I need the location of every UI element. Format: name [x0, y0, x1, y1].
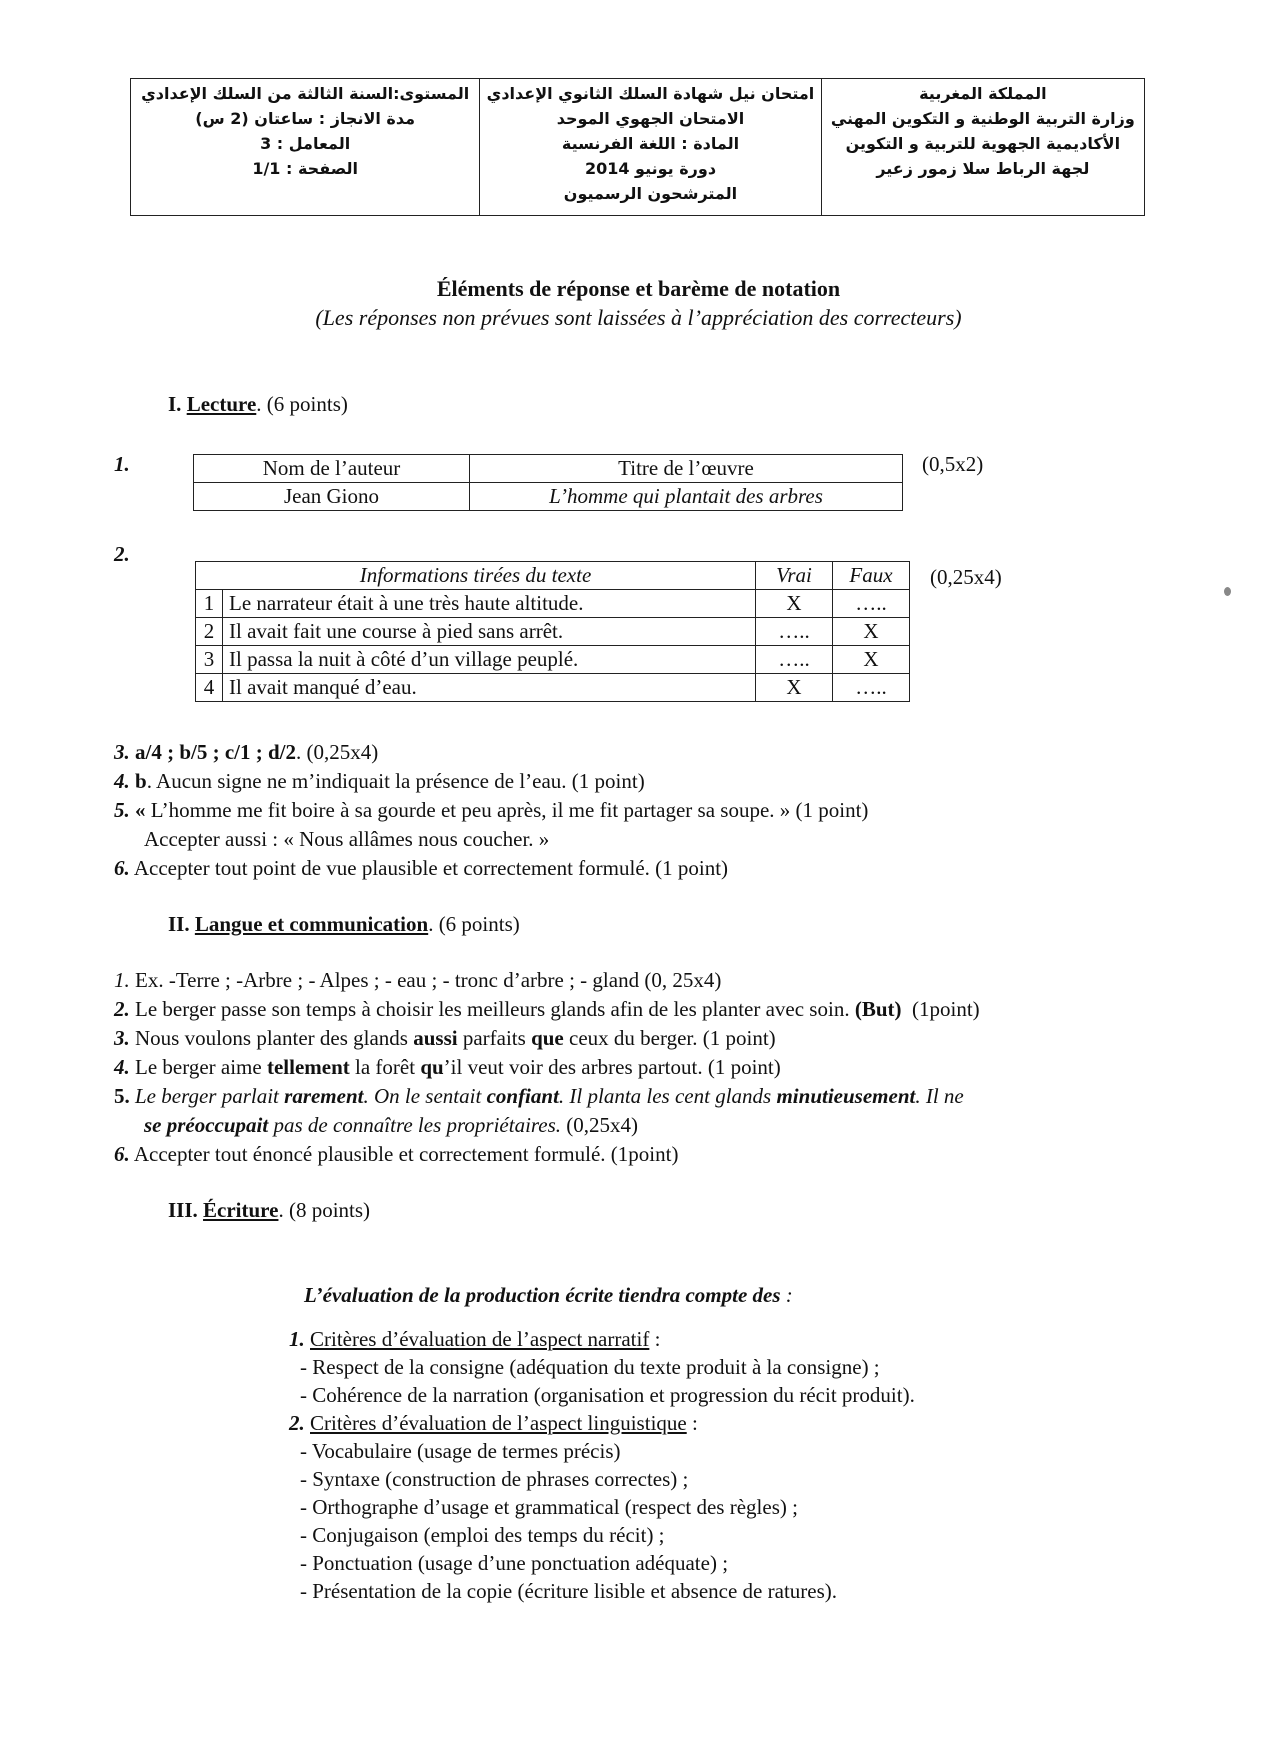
q3-rest: . (0,25x4) [296, 740, 379, 764]
s2-q5-number: 5. [114, 1084, 130, 1108]
section-1-name: Lecture [186, 392, 257, 416]
q2-true-false-table [195, 561, 910, 702]
q1-author-table [193, 454, 903, 511]
criteria-2-colon: : [686, 1411, 698, 1435]
s2-q1-text: Ex. -Terre ; -Arbre ; - Alpes ; - eau ; - tronc d’arbre ; - gland (0, 25x4) [135, 968, 722, 992]
list-item: - Vocabulaire (usage de termes précis) [300, 1439, 621, 1463]
q2-row-number: 1 [196, 590, 223, 618]
q1-value-title: L’homme qui plantait des arbres [470, 483, 903, 511]
q3-number: 3. [114, 740, 130, 764]
list-item: - Cohérence de la narration (organisation et progression du récit produit). [300, 1383, 915, 1407]
q2-row-number: 2 [196, 618, 223, 646]
q1-value-author: Jean Giono [194, 483, 470, 511]
q4-line [114, 769, 645, 794]
s2-q5-text-g: . Il ne [915, 1084, 964, 1108]
s2-q4-bold-1: tellement [266, 1055, 350, 1079]
scan-speck [1224, 587, 1231, 596]
s2-q5-text-l2b: pas de connaître les propriétaires. [268, 1113, 562, 1137]
list-item: - Conjugaison (emploi des temps du récit) ; [300, 1523, 665, 1547]
criteria-1-colon: : [649, 1327, 661, 1351]
s2-q5-text-a: Le berger parlait [135, 1084, 285, 1108]
s2-q5-bold-minutieusement: minutieusement [776, 1084, 916, 1108]
q1-score: (0,5x2) [922, 452, 984, 476]
s2-q6-text: Accepter tout énoncé plausible et correctement formulé. (1point) [133, 1142, 679, 1166]
q2-score: (0,25x4) [930, 565, 1002, 589]
criteria-1-number: 1. [289, 1327, 305, 1351]
writing-intro-text: L’évaluation de la production écrite tiendra compte des [304, 1283, 781, 1307]
s2-q5-bold-rarement: rarement [284, 1084, 364, 1108]
q2-row-vrai: X [756, 590, 833, 618]
q2-row-faux: X [833, 618, 910, 646]
s2-q5-text-c: . On le sentait [363, 1084, 487, 1108]
header-session-line: دورة يونيو 2014 [584, 159, 717, 178]
q2-row-number: 4 [196, 674, 223, 702]
header-academy-line: الأكاديمية الجهوية للتربية و التكوين [845, 134, 1121, 153]
criteria-2-title: Critères d’évaluation de l’aspect linguistique [310, 1411, 687, 1435]
header-kingdom-line: المملكة المغربية [919, 84, 1047, 103]
s2-q3-part-c: parfaits [457, 1026, 532, 1050]
header-coefficient-line: المعامل : 3 [260, 134, 351, 153]
q2-row-faux: X [833, 646, 910, 674]
q4-answer: b [135, 769, 147, 793]
list-item: - Respect de la consigne (adéquation du texte produit à la consigne) ; [300, 1355, 880, 1379]
header-region-line: لجهة الرباط سلا زمور زعير [876, 159, 1090, 178]
q1-number: 1. [114, 452, 130, 476]
s2-q5-bold-preoccupait: se préoccupait [144, 1113, 269, 1137]
q2-row-text: Le narrateur était à une très haute altitude. [223, 590, 756, 618]
s2-q3-bold-2: que [531, 1026, 564, 1050]
section-3-name: Écriture [203, 1198, 279, 1222]
section-1-roman: I. [168, 392, 182, 416]
list-item: - Syntaxe (construction de phrases correctes) ; [300, 1467, 689, 1491]
s2-q3-part-d: ceux du berger. (1 point) [563, 1026, 776, 1050]
writing-intro-colon: : [780, 1283, 793, 1307]
s2-q4-part-a: Le berger aime [135, 1055, 267, 1079]
list-item: - Présentation de la copie (écriture lisible et absence de ratures). [300, 1579, 838, 1603]
table-row [196, 590, 910, 618]
q5-alternative: Accepter aussi : « Nous allâmes nous coucher. » [144, 827, 550, 851]
s2-q4-line [114, 1055, 781, 1080]
q2-row-text: Il avait fait une course à pied sans arrêt. [223, 618, 756, 646]
s2-q5-line-1 [114, 1084, 964, 1109]
table-row [196, 674, 910, 702]
s2-q1-number: 1. [114, 968, 130, 992]
section-1-points: . (6 points) [256, 392, 348, 416]
q2-row-number: 3 [196, 646, 223, 674]
s2-q3-number: 3. [114, 1026, 130, 1050]
list-item: - Ponctuation (usage d’une ponctuation adéquate) ; [300, 1551, 729, 1575]
q3-line [114, 740, 378, 765]
section-1-heading [168, 392, 348, 417]
s2-q4-part-c: la forêt [349, 1055, 421, 1079]
q2-row-text: Il avait manqué d’eau. [223, 674, 756, 702]
q5-number: 5. [114, 798, 130, 822]
s2-q5-score: (0,25x4) [561, 1113, 639, 1137]
section-3-roman: III. [168, 1198, 198, 1222]
q2-row-faux: ….. [833, 590, 910, 618]
q2-header-info: Informations tirées du texte [196, 562, 756, 590]
section-2-heading [168, 912, 520, 937]
header-ministry-column [822, 79, 1144, 215]
s2-q2-bold: (But) [854, 997, 902, 1021]
s2-q3-bold-1: aussi [413, 1026, 458, 1050]
q4-rest: . Aucun signe ne m’indiquait la présence de l’eau. (1 point) [146, 769, 645, 793]
header-level-line: المستوى:السنة الثالثة من السلك الإعدادي [141, 84, 470, 103]
header-level-column [131, 79, 480, 215]
q6-number: 6. [114, 856, 130, 880]
s2-q4-bold-2: qu [420, 1055, 444, 1079]
header-subject-line: المادة : اللغة الفرنسية [561, 134, 740, 153]
header-ministry-line: وزارة التربية الوطنية و التكوين المهني [830, 109, 1135, 128]
s2-q6-number: 6. [114, 1142, 130, 1166]
s2-q4-number: 4. [114, 1055, 130, 1079]
table-row [196, 646, 910, 674]
q2-row-vrai: ….. [756, 618, 833, 646]
header-duration-line: مدة الانجاز : ساعتان (2 س) [195, 109, 416, 128]
document-title: Éléments de réponse et barème de notation [436, 276, 841, 301]
q5-quote-open: « [135, 798, 146, 822]
section-2-name: Langue et communication [194, 912, 429, 936]
exam-header-table [130, 78, 1145, 216]
s2-q2-score: (1point) [912, 997, 980, 1021]
q2-header-vrai: Vrai [756, 562, 833, 590]
s2-q6-line [114, 1142, 678, 1167]
q6-text: Accepter tout point de vue plausible et correctement formulé. (1 point) [133, 856, 729, 880]
criteria-2-number: 2. [289, 1411, 305, 1435]
section-3-points: . (8 points) [278, 1198, 371, 1222]
section-2-points: . (6 points) [428, 912, 520, 936]
s2-q3-part-a: Nous voulons planter des glands [135, 1026, 414, 1050]
header-exam-column [480, 79, 821, 215]
q2-row-faux: ….. [833, 674, 910, 702]
header-exam-line: امتحان نيل شهادة السلك الثانوي الإعدادي [486, 84, 815, 103]
s2-q2-number: 2. [114, 997, 130, 1021]
q5-line [114, 798, 868, 823]
q2-row-text: Il passa la nuit à côté d’un village peuplé. [223, 646, 756, 674]
section-2-roman: II. [168, 912, 190, 936]
table-row [196, 618, 910, 646]
criteria-1-title: Critères d’évaluation de l’aspect narratif [310, 1327, 650, 1351]
s2-q1-line [114, 968, 721, 993]
criteria-2-title-line [289, 1411, 698, 1436]
q1-header-author: Nom de l’auteur [194, 455, 470, 483]
criteria-1-title-line [289, 1327, 660, 1352]
q2-row-vrai: ….. [756, 646, 833, 674]
q2-header-faux: Faux [833, 562, 910, 590]
s2-q3-line [114, 1026, 776, 1051]
section-3-heading [168, 1198, 370, 1223]
list-item: - Orthographe d’usage et grammatical (respect des règles) ; [300, 1495, 798, 1519]
s2-q5-bold-confiant: confiant [486, 1084, 559, 1108]
q3-answer: a/4 ; b/5 ; c/1 ; d/2 [135, 740, 296, 764]
header-page-line: الصفحة : 1/1 [252, 159, 358, 178]
header-candidates-line: المترشحون الرسميون [563, 184, 738, 203]
s2-q5-line-2 [144, 1113, 638, 1138]
s2-q2-line [114, 997, 980, 1022]
q1-header-title: Titre de l’œuvre [470, 455, 903, 483]
writing-intro [304, 1283, 793, 1308]
q6-line [114, 856, 728, 881]
s2-q4-part-d: ’il veut voir des arbres partout. (1 point) [443, 1055, 781, 1079]
q5-text: L’homme me fit boire à sa gourde et peu après, il me fit partager sa soupe. » (1 point) [145, 798, 869, 822]
document-subtitle: (Les réponses non prévues sont laissées à l’appréciation des correcteurs) [315, 305, 962, 330]
q2-number: 2. [114, 542, 130, 566]
s2-q2-text: Le berger passe son temps à choisir les meilleurs glands afin de les planter avec soin. [135, 997, 850, 1021]
s2-q5-text-e: . Il planta les cent glands [558, 1084, 777, 1108]
q2-row-vrai: X [756, 674, 833, 702]
q4-number: 4. [114, 769, 130, 793]
header-regional-line: الامتحان الجهوي الموحد [556, 109, 745, 128]
